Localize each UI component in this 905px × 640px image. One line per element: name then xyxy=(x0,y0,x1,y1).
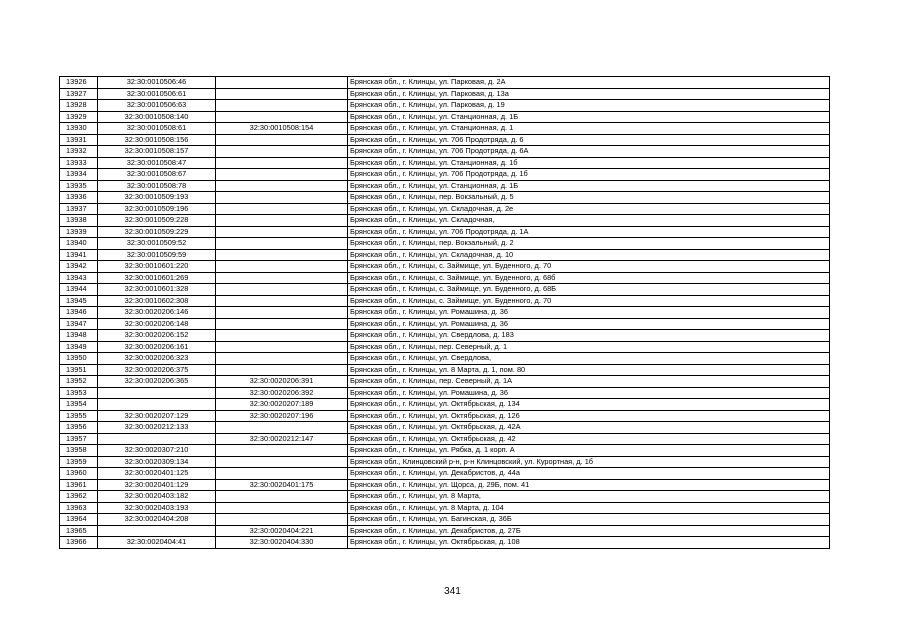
row-number-cell: 13936 xyxy=(60,192,98,204)
cadastral-number-cell: 32:30:0010601:328 xyxy=(98,284,216,296)
new-cadastral-number-cell xyxy=(216,100,348,112)
cadastral-number-cell: 32:30:0010508:140 xyxy=(98,111,216,123)
row-number-cell: 13952 xyxy=(60,376,98,388)
cadastral-number-cell: 32:30:0010509:229 xyxy=(98,226,216,238)
cadastral-number-cell: 32:30:0010506:63 xyxy=(98,100,216,112)
cadastral-number-cell: 32:30:0020206:365 xyxy=(98,376,216,388)
address-cell: Брянская обл., г. Клинцы, ул. Октябрьская, д. 42 xyxy=(348,433,830,445)
cadastral-number-cell: 32:30:0010509:52 xyxy=(98,238,216,250)
cadastral-number-cell: 32:30:0010601:269 xyxy=(98,272,216,284)
table-row xyxy=(60,341,830,353)
address-cell: Брянская обл., г. Клинцы, ул. Октябрьская, д. 108 xyxy=(348,537,830,549)
address-cell: Брянская обл., г. Клинцы, пер. Вокзальный, д. 2 xyxy=(348,238,830,250)
address-cell: Брянская обл., г. Клинцы, ул. Октябрьская, д. 134 xyxy=(348,399,830,411)
new-cadastral-number-cell xyxy=(216,111,348,123)
table-row xyxy=(60,445,830,457)
cadastral-number-cell: 32:30:0020307:210 xyxy=(98,445,216,457)
address-cell: Брянская обл., г. Клинцы, ул. Октябрьская, д. 126 xyxy=(348,410,830,422)
new-cadastral-number-cell: 32:30:0020212:147 xyxy=(216,433,348,445)
new-cadastral-number-cell xyxy=(216,445,348,457)
row-number-cell: 13950 xyxy=(60,353,98,365)
table-row xyxy=(60,226,830,238)
row-number-cell: 13958 xyxy=(60,445,98,457)
row-number-cell: 13954 xyxy=(60,399,98,411)
address-cell: Брянская обл., г. Клинцы, ул. Ромашина, д. 36 xyxy=(348,387,830,399)
new-cadastral-number-cell xyxy=(216,295,348,307)
cadastral-number-cell: 32:30:0010509:228 xyxy=(98,215,216,227)
row-number-cell: 13959 xyxy=(60,456,98,468)
cadastral-number-cell: 32:30:0010509:193 xyxy=(98,192,216,204)
cadastral-number-cell: 32:30:0020206:375 xyxy=(98,364,216,376)
row-number-cell: 13953 xyxy=(60,387,98,399)
new-cadastral-number-cell xyxy=(216,364,348,376)
row-number-cell: 13965 xyxy=(60,525,98,537)
table-row xyxy=(60,272,830,284)
table-row xyxy=(60,456,830,468)
cadastral-number-cell: 32:30:0010508:67 xyxy=(98,169,216,181)
row-number-cell: 13939 xyxy=(60,226,98,238)
address-cell: Брянская обл., г. Клинцы, ул. Станционная, д. 1б xyxy=(348,157,830,169)
address-cell: Брянская обл., г. Клинцы, ул. 8 Марта, д. 1, пом. 80 xyxy=(348,364,830,376)
table-row xyxy=(60,88,830,100)
address-cell: Брянская обл., г. Клинцы, ул. 706 Продотряда, д. 6 xyxy=(348,134,830,146)
new-cadastral-number-cell xyxy=(216,215,348,227)
new-cadastral-number-cell: 32:30:0020207:189 xyxy=(216,399,348,411)
row-number-cell: 13949 xyxy=(60,341,98,353)
new-cadastral-number-cell xyxy=(216,491,348,503)
cadastral-number-cell xyxy=(98,399,216,411)
new-cadastral-number-cell: 32:30:0020404:221 xyxy=(216,525,348,537)
row-number-cell: 13956 xyxy=(60,422,98,434)
address-cell: Брянская обл., г. Клинцы, ул. Станционная, д. 1Б xyxy=(348,180,830,192)
row-number-cell: 13957 xyxy=(60,433,98,445)
table-row xyxy=(60,100,830,112)
row-number-cell: 13947 xyxy=(60,318,98,330)
row-number-cell: 13946 xyxy=(60,307,98,319)
address-cell: Брянская обл., Клинцовский р-н, р-н Клинцовский, ул. Курортная, д. 1б xyxy=(348,456,830,468)
table-row xyxy=(60,261,830,273)
table-row xyxy=(60,491,830,503)
table-row xyxy=(60,468,830,480)
address-cell: Брянская обл., г. Клинцы, с. Займище, ул. Буденного, д. 70 xyxy=(348,261,830,273)
table-row xyxy=(60,111,830,123)
address-cell: Брянская обл., г. Клинцы, с. Займище, ул. Буденного, д. 70 xyxy=(348,295,830,307)
cadastral-number-cell: 32:30:0020404:208 xyxy=(98,514,216,526)
new-cadastral-number-cell xyxy=(216,502,348,514)
new-cadastral-number-cell xyxy=(216,422,348,434)
address-cell: Брянская обл., г. Клинцы, пер. Северный, д. 1 xyxy=(348,341,830,353)
address-cell: Брянская обл., г. Клинцы, ул. Свердлова, д. 183 xyxy=(348,330,830,342)
table-row xyxy=(60,307,830,319)
register-table xyxy=(59,76,830,549)
cadastral-number-cell: 32:30:0010508:78 xyxy=(98,180,216,192)
row-number-cell: 13964 xyxy=(60,514,98,526)
row-number-cell: 13942 xyxy=(60,261,98,273)
table-row xyxy=(60,203,830,215)
row-number-cell: 13951 xyxy=(60,364,98,376)
address-cell: Брянская обл., г. Клинцы, ул. Багинская, д. 36Б xyxy=(348,514,830,526)
new-cadastral-number-cell xyxy=(216,169,348,181)
row-number-cell: 13938 xyxy=(60,215,98,227)
address-cell: Брянская обл., г. Клинцы, с. Займище, ул. Буденного, д. 68б xyxy=(348,272,830,284)
cadastral-number-cell: 32:30:0020206:146 xyxy=(98,307,216,319)
table-row xyxy=(60,180,830,192)
address-cell: Брянская обл., г. Клинцы, ул. 706 Продотряда, д. 6А xyxy=(348,146,830,158)
new-cadastral-number-cell xyxy=(216,157,348,169)
new-cadastral-number-cell xyxy=(216,514,348,526)
table-row xyxy=(60,479,830,491)
address-cell: Брянская обл., г. Клинцы, ул. Рябка, д. 1 корп. А xyxy=(348,445,830,457)
row-number-cell: 13937 xyxy=(60,203,98,215)
row-number-cell: 13960 xyxy=(60,468,98,480)
address-cell: Брянская обл., г. Клинцы, ул. Ромашина, д. 36 xyxy=(348,318,830,330)
table-row xyxy=(60,123,830,135)
table-row xyxy=(60,387,830,399)
new-cadastral-number-cell xyxy=(216,261,348,273)
cadastral-number-cell: 32:30:0010509:196 xyxy=(98,203,216,215)
table-row xyxy=(60,364,830,376)
row-number-cell: 13945 xyxy=(60,295,98,307)
table-row xyxy=(60,238,830,250)
address-cell: Брянская обл., г. Клинцы, ул. Станционная, д. 1 xyxy=(348,123,830,135)
new-cadastral-number-cell xyxy=(216,134,348,146)
address-cell: Брянская обл., г. Клинцы, ул. Складочная, д. 10 xyxy=(348,249,830,261)
address-cell: Брянская обл., г. Клинцы, ул. 706 Продотряда, д. 1А xyxy=(348,226,830,238)
new-cadastral-number-cell xyxy=(216,192,348,204)
address-cell: Брянская обл., г. Клинцы, ул. Ромашина, д. 36 xyxy=(348,307,830,319)
new-cadastral-number-cell xyxy=(216,468,348,480)
cadastral-number-cell: 32:30:0010508:61 xyxy=(98,123,216,135)
cadastral-number-cell: 32:30:0020403:193 xyxy=(98,502,216,514)
new-cadastral-number-cell xyxy=(216,238,348,250)
address-cell: Брянская обл., г. Клинцы, ул. Станционная, д. 1Б xyxy=(348,111,830,123)
address-cell: Брянская обл., г. Клинцы, ул. Октябрьская, д. 42А xyxy=(348,422,830,434)
new-cadastral-number-cell xyxy=(216,341,348,353)
cadastral-number-cell: 32:30:0020207:129 xyxy=(98,410,216,422)
cadastral-number-cell xyxy=(98,525,216,537)
address-cell: Брянская обл., г. Клинцы, ул. 8 Марта, д. 104 xyxy=(348,502,830,514)
table-row xyxy=(60,284,830,296)
table-row xyxy=(60,422,830,434)
row-number-cell: 13961 xyxy=(60,479,98,491)
row-number-cell: 13932 xyxy=(60,146,98,158)
new-cadastral-number-cell xyxy=(216,456,348,468)
cadastral-number-cell: 32:30:0020206:323 xyxy=(98,353,216,365)
new-cadastral-number-cell xyxy=(216,307,348,319)
table-row xyxy=(60,134,830,146)
row-number-cell: 13948 xyxy=(60,330,98,342)
row-number-cell: 13928 xyxy=(60,100,98,112)
row-number-cell: 13966 xyxy=(60,537,98,549)
row-number-cell: 13963 xyxy=(60,502,98,514)
row-number-cell: 13930 xyxy=(60,123,98,135)
table-row xyxy=(60,410,830,422)
row-number-cell: 13940 xyxy=(60,238,98,250)
cadastral-number-cell: 32:30:0010506:46 xyxy=(98,77,216,89)
new-cadastral-number-cell xyxy=(216,146,348,158)
row-number-cell: 13962 xyxy=(60,491,98,503)
address-cell: Брянская обл., г. Клинцы, пер. Северный, д. 1А xyxy=(348,376,830,388)
cadastral-number-cell: 32:30:0010506:61 xyxy=(98,88,216,100)
new-cadastral-number-cell xyxy=(216,284,348,296)
table-row xyxy=(60,77,830,89)
cadastral-number-cell: 32:30:0010508:156 xyxy=(98,134,216,146)
row-number-cell: 13935 xyxy=(60,180,98,192)
new-cadastral-number-cell: 32:30:0020404:330 xyxy=(216,537,348,549)
address-cell: Брянская обл., г. Клинцы, ул. 8 Марта, xyxy=(348,491,830,503)
new-cadastral-number-cell xyxy=(216,249,348,261)
address-cell: Брянская обл., г. Клинцы, ул. Свердлова, xyxy=(348,353,830,365)
cadastral-number-cell: 32:30:0010508:47 xyxy=(98,157,216,169)
table-row xyxy=(60,192,830,204)
cadastral-number-cell xyxy=(98,387,216,399)
new-cadastral-number-cell: 32:30:0020206:391 xyxy=(216,376,348,388)
table-row xyxy=(60,249,830,261)
cadastral-number-cell: 32:30:0020401:129 xyxy=(98,479,216,491)
table-row xyxy=(60,295,830,307)
cadastral-number-cell: 32:30:0010508:157 xyxy=(98,146,216,158)
new-cadastral-number-cell: 32:30:0020401:175 xyxy=(216,479,348,491)
address-cell: Брянская обл., г. Клинцы, пер. Вокзальный, д. 5 xyxy=(348,192,830,204)
cadastral-number-cell: 32:30:0020404:41 xyxy=(98,537,216,549)
table-row xyxy=(60,502,830,514)
row-number-cell: 13927 xyxy=(60,88,98,100)
cadastral-number-cell: 32:30:0020401:125 xyxy=(98,468,216,480)
row-number-cell: 13931 xyxy=(60,134,98,146)
table-row xyxy=(60,318,830,330)
row-number-cell: 13943 xyxy=(60,272,98,284)
table-row xyxy=(60,376,830,388)
cadastral-number-cell: 32:30:0020206:152 xyxy=(98,330,216,342)
new-cadastral-number-cell xyxy=(216,353,348,365)
new-cadastral-number-cell xyxy=(216,330,348,342)
cadastral-number-cell: 32:30:0010602:308 xyxy=(98,295,216,307)
cadastral-number-cell: 32:30:0020206:161 xyxy=(98,341,216,353)
cadastral-number-cell: 32:30:0020309:134 xyxy=(98,456,216,468)
address-cell: Брянская обл., г. Клинцы, ул. Парковая, д. 2А xyxy=(348,77,830,89)
row-number-cell: 13933 xyxy=(60,157,98,169)
cadastral-number-cell: 32:30:0020403:182 xyxy=(98,491,216,503)
table-row xyxy=(60,157,830,169)
row-number-cell: 13941 xyxy=(60,249,98,261)
address-cell: Брянская обл., г. Клинцы, ул. Складочная, xyxy=(348,215,830,227)
table-row xyxy=(60,353,830,365)
table-row xyxy=(60,399,830,411)
cadastral-number-cell: 32:30:0010601:220 xyxy=(98,261,216,273)
row-number-cell: 13944 xyxy=(60,284,98,296)
table-row xyxy=(60,525,830,537)
new-cadastral-number-cell xyxy=(216,203,348,215)
table-row xyxy=(60,146,830,158)
address-cell: Брянская обл., г. Клинцы, ул. Парковая, д. 19 xyxy=(348,100,830,112)
cadastral-number-cell: 32:30:0010509:59 xyxy=(98,249,216,261)
page-number: 341 xyxy=(444,586,461,597)
table-row xyxy=(60,215,830,227)
row-number-cell: 13926 xyxy=(60,77,98,89)
row-number-cell: 13955 xyxy=(60,410,98,422)
table-row xyxy=(60,537,830,549)
cadastral-number-cell: 32:30:0020206:148 xyxy=(98,318,216,330)
new-cadastral-number-cell xyxy=(216,226,348,238)
address-cell: Брянская обл., г. Клинцы, ул. Парковая, д. 13а xyxy=(348,88,830,100)
address-cell: Брянская обл., г. Клинцы, ул. Декабристов, д. 27Б xyxy=(348,525,830,537)
new-cadastral-number-cell xyxy=(216,318,348,330)
table-row xyxy=(60,433,830,445)
table-row xyxy=(60,330,830,342)
table-row xyxy=(60,169,830,181)
address-cell: Брянская обл., г. Клинцы, ул. 706 Продотряда, д. 1б xyxy=(348,169,830,181)
new-cadastral-number-cell xyxy=(216,88,348,100)
address-cell: Брянская обл., г. Клинцы, с. Займище, ул. Буденного, д. 68Б xyxy=(348,284,830,296)
row-number-cell: 13929 xyxy=(60,111,98,123)
address-cell: Брянская обл., г. Клинцы, ул. Щорса, д. 29Б, пом. 41 xyxy=(348,479,830,491)
cadastral-number-cell: 32:30:0020212:133 xyxy=(98,422,216,434)
address-cell: Брянская обл., г. Клинцы, ул. Складочная, д. 2е xyxy=(348,203,830,215)
register-table-body xyxy=(60,77,830,549)
address-cell: Брянская обл., г. Клинцы, ул. Декабристов, д. 44а xyxy=(348,468,830,480)
table-row xyxy=(60,514,830,526)
new-cadastral-number-cell xyxy=(216,180,348,192)
new-cadastral-number-cell: 32:30:0020207:196 xyxy=(216,410,348,422)
new-cadastral-number-cell xyxy=(216,272,348,284)
new-cadastral-number-cell: 32:30:0010508:154 xyxy=(216,123,348,135)
row-number-cell: 13934 xyxy=(60,169,98,181)
new-cadastral-number-cell: 32:30:0020206:392 xyxy=(216,387,348,399)
new-cadastral-number-cell xyxy=(216,77,348,89)
cadastral-number-cell xyxy=(98,433,216,445)
